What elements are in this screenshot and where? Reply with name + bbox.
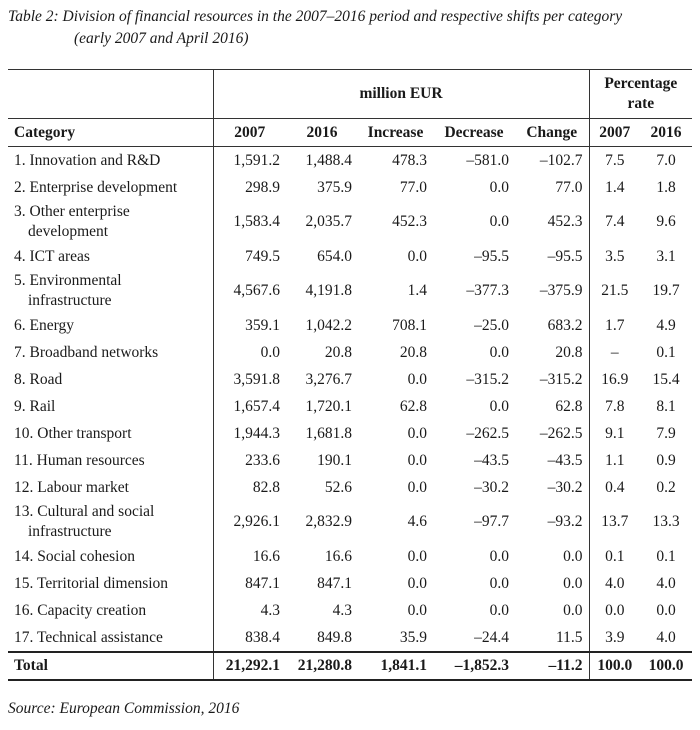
value-cell: 7.0 [640, 147, 692, 175]
value-cell: 298.9 [213, 174, 286, 201]
financial-resources-table [8, 69, 692, 681]
col-header-change: Change [515, 119, 589, 147]
value-cell: 0.9 [656, 451, 676, 469]
col-header-increase: Increase [358, 119, 433, 147]
value-cell: 35.9 [399, 628, 427, 646]
value-cell: 77.0 [399, 178, 427, 196]
value-cell: 0.0 [407, 478, 427, 496]
table-row [8, 474, 692, 501]
value-cell: –262.5 [466, 424, 509, 442]
value-cell: 708.1 [392, 316, 427, 334]
total-row [8, 652, 692, 680]
category-label-continued: infrastructure [28, 523, 112, 540]
value-cell: 2,926.1 [213, 501, 286, 543]
value-cell: –315.2 [466, 370, 509, 388]
value-cell: –30.2 [547, 478, 583, 496]
category-label: 6. Energy [14, 316, 74, 334]
total-value-cell: 1,841.1 [358, 652, 433, 680]
col-header-2007: 2007 [213, 119, 286, 147]
total-value-cell: –1,852.3 [433, 652, 515, 680]
value-cell: 52.6 [324, 478, 352, 496]
total-value-cell: –11.2 [515, 652, 589, 680]
table-row [8, 174, 692, 201]
value-cell: 233.6 [213, 447, 286, 474]
category-label: 2. Enterprise development [14, 178, 178, 196]
value-cell: 654.0 [317, 247, 352, 265]
category-cell [8, 570, 213, 597]
table-body [8, 147, 692, 681]
value-cell: 0.1 [656, 547, 676, 565]
category-label: 1. Innovation and R&D [14, 151, 161, 169]
category-cell [8, 366, 213, 393]
value-cell: 452.3 [392, 213, 427, 230]
value-cell: 16.6 [324, 547, 352, 565]
value-cell: 13.3 [652, 513, 680, 530]
col-header-category: Category [8, 119, 213, 147]
value-cell: 1,681.8 [305, 424, 352, 442]
category-label: 14. Social cohesion [14, 547, 135, 565]
table-row [8, 420, 692, 447]
value-cell: 0.0 [489, 547, 509, 565]
value-cell: 7.4 [589, 201, 640, 243]
value-cell: 0.0 [489, 601, 509, 619]
value-cell: 749.5 [213, 243, 286, 270]
total-value-cell: 100.0 [640, 652, 692, 680]
value-cell: 4.3 [332, 601, 352, 619]
category-label: 5. Environmental [14, 272, 122, 289]
value-cell: –24.4 [474, 628, 509, 646]
total-value-cell: 100.0 [589, 652, 640, 680]
value-cell: 0.0 [489, 178, 509, 196]
value-cell: –581.0 [433, 147, 515, 175]
value-cell: 11.5 [555, 628, 583, 646]
category-cell [8, 270, 213, 312]
value-cell: 4,191.8 [305, 282, 352, 299]
value-cell: 3.9 [589, 624, 640, 652]
table-row [8, 366, 692, 393]
category-cell [8, 474, 213, 501]
table-row [8, 201, 692, 243]
value-cell: 13.7 [589, 501, 640, 543]
value-cell: 0.0 [589, 597, 640, 624]
value-cell: 7.9 [656, 424, 676, 442]
header-million-eur: million EUR [213, 70, 589, 119]
value-cell: 1,583.4 [213, 201, 286, 243]
value-cell: 4.0 [589, 570, 640, 597]
col-header-pct-2016: 2016 [640, 119, 692, 147]
category-label: 13. Cultural and social [14, 503, 155, 520]
value-cell: –93.2 [547, 513, 583, 530]
category-cell [8, 174, 213, 201]
value-cell: 20.8 [555, 343, 583, 361]
value-cell: –102.7 [515, 147, 589, 175]
table-row [8, 570, 692, 597]
value-cell: 16.9 [589, 366, 640, 393]
value-cell: 0.0 [489, 213, 509, 230]
value-cell: 847.1 [213, 570, 286, 597]
col-header-pct-2007: 2007 [589, 119, 640, 147]
value-cell: 683.2 [547, 316, 583, 334]
value-cell: 0.1 [656, 343, 676, 361]
table-row [8, 543, 692, 570]
value-cell: –30.2 [474, 478, 509, 496]
value-cell: 20.8 [324, 343, 352, 361]
value-cell: – [589, 339, 640, 366]
value-cell: 8.1 [656, 397, 676, 415]
value-cell: 0.0 [407, 547, 427, 565]
value-cell: 0.0 [489, 574, 509, 592]
table-row [8, 501, 692, 543]
category-label-continued: infrastructure [28, 292, 112, 309]
value-cell: 1,042.2 [305, 316, 352, 334]
category-cell [8, 420, 213, 447]
value-cell: 4.0 [656, 628, 676, 646]
value-cell: 3.5 [589, 243, 640, 270]
col-header-decrease: Decrease [433, 119, 515, 147]
value-cell: 0.4 [589, 474, 640, 501]
value-cell: 0.0 [407, 370, 427, 388]
value-cell: 1.7 [589, 312, 640, 339]
value-cell: 77.0 [555, 178, 583, 196]
value-cell: 82.8 [213, 474, 286, 501]
value-cell: 7.5 [589, 147, 640, 175]
value-cell: 0.0 [213, 339, 286, 366]
value-cell: 359.1 [213, 312, 286, 339]
category-cell [8, 624, 213, 652]
value-cell: 849.8 [317, 628, 352, 646]
value-cell: –97.7 [474, 513, 509, 530]
category-cell [8, 147, 213, 175]
value-cell: 1.4 [589, 174, 640, 201]
category-label: 7. Broadband networks [14, 343, 159, 361]
value-cell: 0.0 [563, 601, 583, 619]
value-cell: 3,591.8 [213, 366, 286, 393]
value-cell: –25.0 [474, 316, 509, 334]
header-group-row [8, 70, 692, 119]
value-cell: 9.6 [656, 213, 676, 230]
value-cell: –375.9 [539, 282, 583, 299]
category-label: 12. Labour market [14, 478, 129, 496]
total-value-cell: 21,280.8 [286, 652, 358, 680]
value-cell: 7.8 [589, 393, 640, 420]
value-cell: –43.5 [547, 451, 583, 469]
col-header-2016: 2016 [286, 119, 358, 147]
value-cell: 20.8 [399, 343, 427, 361]
total-label: Total [8, 652, 213, 680]
value-cell: 0.0 [563, 574, 583, 592]
value-cell: 0.0 [407, 424, 427, 442]
value-cell: 1,488.4 [286, 147, 358, 175]
table-row [8, 147, 692, 175]
category-cell [8, 312, 213, 339]
table-row [8, 393, 692, 420]
value-cell: 0.0 [407, 451, 427, 469]
header-empty-cell [8, 70, 213, 119]
value-cell: 21.5 [589, 270, 640, 312]
value-cell: 3.1 [656, 247, 676, 265]
value-cell: 0.0 [489, 397, 509, 415]
category-label: 17. Technical assistance [14, 628, 163, 646]
value-cell: 0.1 [589, 543, 640, 570]
category-cell [8, 243, 213, 270]
value-cell: 838.4 [213, 624, 286, 652]
total-value-cell: 21,292.1 [213, 652, 286, 680]
table-row [8, 312, 692, 339]
value-cell: 4,567.6 [213, 270, 286, 312]
value-cell: 3,276.7 [305, 370, 352, 388]
category-label: 4. ICT areas [14, 247, 90, 265]
value-cell: 1.4 [407, 282, 427, 299]
value-cell: –95.5 [474, 247, 509, 265]
category-label: 11. Human resources [14, 451, 145, 469]
table-row [8, 597, 692, 624]
value-cell: –43.5 [474, 451, 509, 469]
value-cell: 1.1 [589, 447, 640, 474]
value-cell: –315.2 [539, 370, 583, 388]
value-cell: 15.4 [652, 370, 680, 388]
value-cell: –262.5 [539, 424, 583, 442]
category-label: 3. Other enterprise [14, 203, 130, 220]
category-label: 9. Rail [14, 397, 56, 415]
category-cell [8, 339, 213, 366]
value-cell: 1,657.4 [213, 393, 286, 420]
category-label: 16. Capacity creation [14, 601, 147, 619]
header-percentage-rate: Percentage rate [589, 70, 692, 119]
value-cell: –377.3 [466, 282, 509, 299]
value-cell: 19.7 [652, 282, 680, 299]
table-row [8, 624, 692, 652]
value-cell: 2,832.9 [305, 513, 352, 530]
value-cell: 0.2 [656, 478, 676, 496]
value-cell: 0.0 [563, 547, 583, 565]
value-cell: 62.8 [399, 397, 427, 415]
value-cell: 0.0 [656, 601, 676, 619]
value-cell: 1,720.1 [305, 397, 352, 415]
column-header-row [8, 119, 692, 147]
table-row [8, 447, 692, 474]
category-cell [8, 393, 213, 420]
value-cell: 4.6 [407, 513, 427, 530]
value-cell: 9.1 [589, 420, 640, 447]
value-cell: 1.8 [656, 178, 676, 196]
table-caption [8, 6, 692, 50]
value-cell: 0.0 [407, 247, 427, 265]
category-label: 10. Other transport [14, 424, 132, 442]
value-cell: 0.0 [489, 343, 509, 361]
category-label: 8. Road [14, 370, 63, 388]
value-cell: 4.0 [656, 574, 676, 592]
source-note: Source: European Commission, 2016 [8, 700, 240, 717]
value-cell: 1,944.3 [213, 420, 286, 447]
table-row [8, 243, 692, 270]
value-cell: 0.0 [407, 574, 427, 592]
value-cell: 1,591.2 [213, 147, 286, 175]
table-row [8, 270, 692, 312]
caption-line-1: Table 2: Division of financial resources in the 2007–2016 period and respective shifts per category [8, 8, 623, 25]
value-cell: 62.8 [555, 397, 583, 415]
category-cell [8, 201, 213, 243]
category-cell [8, 543, 213, 570]
category-cell [8, 501, 213, 543]
value-cell: 2,035.7 [305, 213, 352, 230]
value-cell: 375.9 [317, 178, 352, 196]
value-cell: 4.3 [213, 597, 286, 624]
value-cell: 452.3 [547, 213, 583, 230]
category-label: 15. Territorial dimension [14, 574, 169, 592]
category-cell [8, 597, 213, 624]
value-cell: 190.1 [317, 451, 352, 469]
category-label-continued: development [28, 223, 109, 240]
caption-line-2: (early 2007 and April 2016) [74, 30, 249, 47]
category-cell [8, 447, 213, 474]
value-cell: –95.5 [547, 247, 583, 265]
value-cell: 16.6 [213, 543, 286, 570]
value-cell: 4.9 [656, 316, 676, 334]
value-cell: 847.1 [317, 574, 352, 592]
value-cell: 478.3 [358, 147, 433, 175]
table-row [8, 339, 692, 366]
value-cell: 0.0 [407, 601, 427, 619]
